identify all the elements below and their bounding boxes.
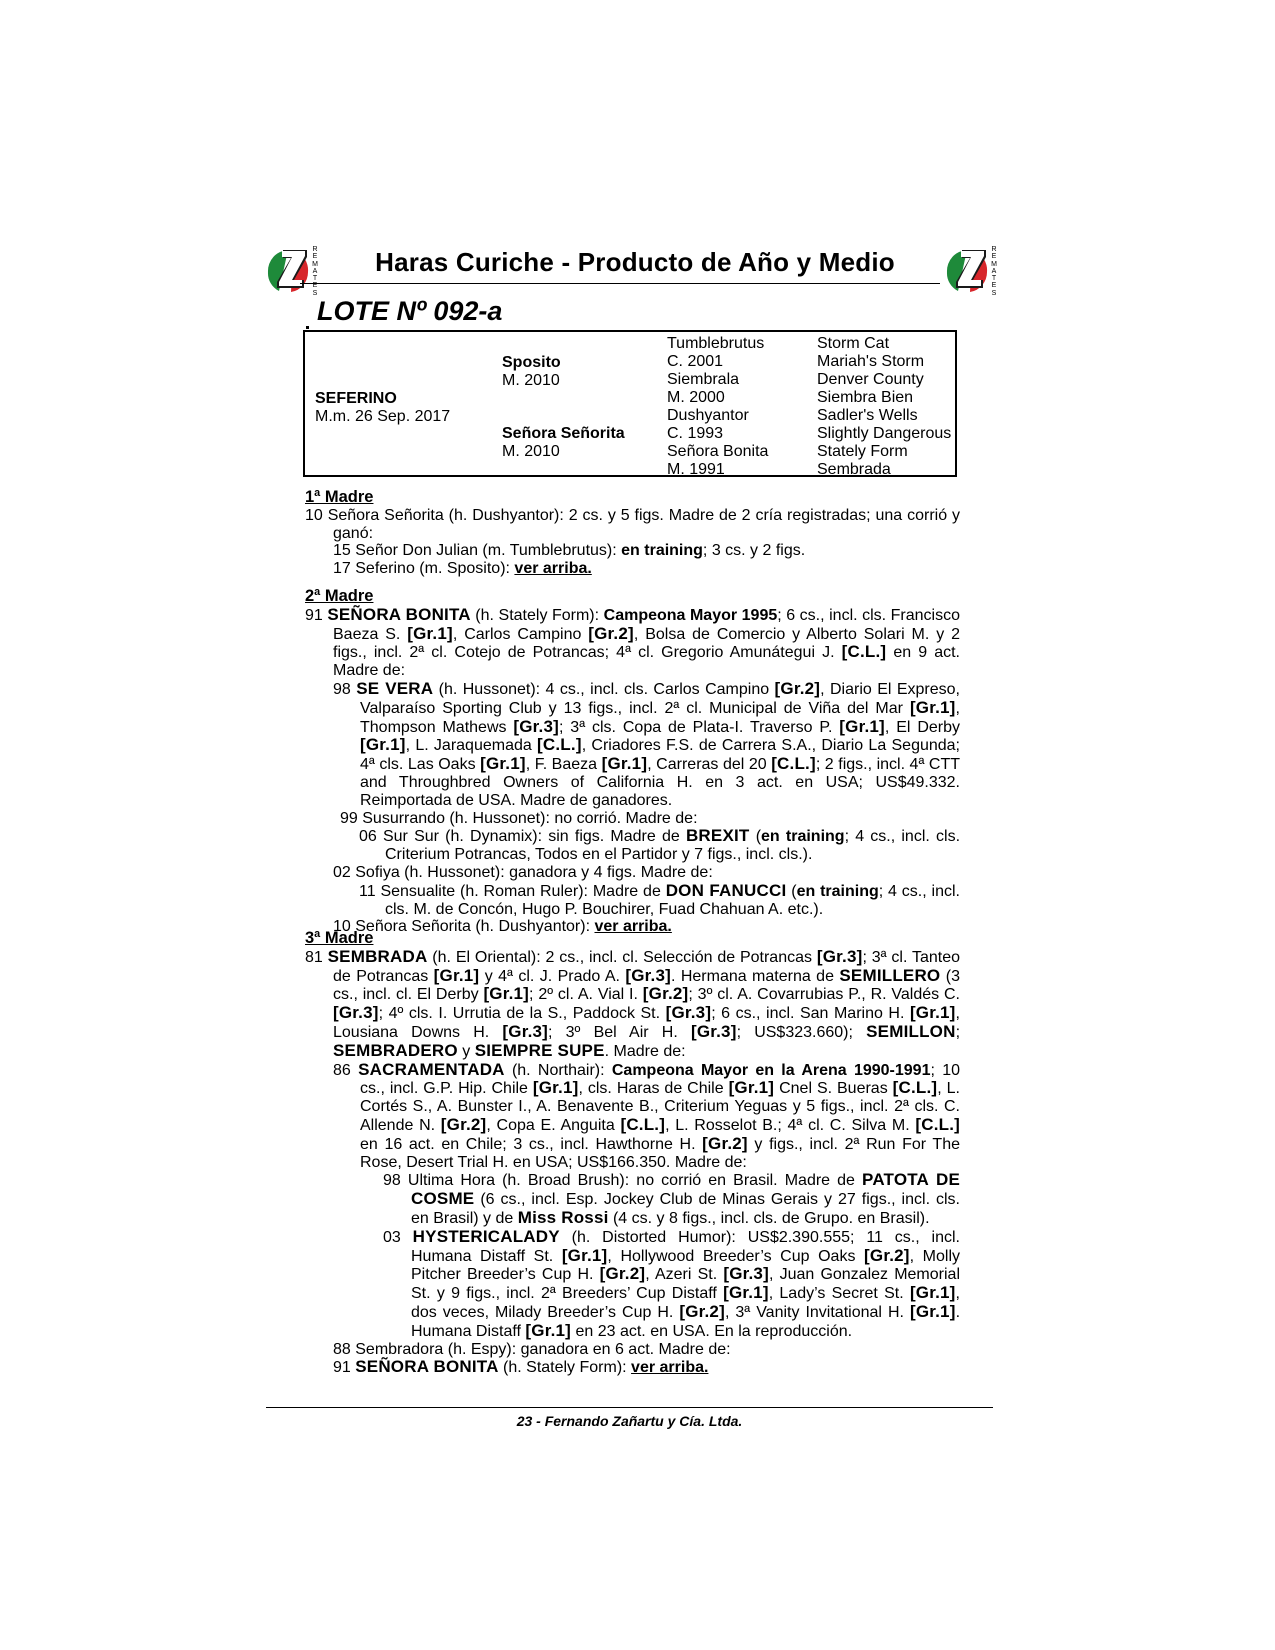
- section-third-dam: [305, 930, 960, 1377]
- page-footer: 23 - Fernando Zañartu y Cía. Ltda.: [516, 1413, 743, 1429]
- gen3-cell: Denver County: [817, 371, 924, 388]
- foal-entry: 91 SEÑORA BONITA (h. Stately Form): ver arriba.: [333, 1357, 709, 1377]
- gen2-cell: M. 1991: [667, 461, 725, 478]
- pedigree-table: [303, 330, 957, 477]
- section-title: 1ª Madre: [305, 488, 374, 506]
- dam-entry: 81 SEMBRADA (h. El Oriental): 2 cs., incl. cl. Selección de Potrancas [Gr.3]; 3ª cl. Tanteo de Potrancas [Gr.1] y 4ª cl. J. Prado A. [Gr.3]. Hermana materna de SEMILLERO (3 cs., incl. cl. El Derby [Gr.1]; 2º cl. A. Vial I. [Gr.2]; 3º cl. A. Covarrubias P., R. Valdés C. [Gr.3]; 4º cls. I. Urrutia de la S., Paddock St. [Gr.3]; 6 cs., incl. San Marino H. [Gr.1], Lousiana Downs H. [Gr.3]; 3º Bel Air H. [Gr.3]; US$323.660); SEMILLON; SEMBRADERO y SIEMPRE SUPE. Madre de:: [305, 946, 961, 1060]
- gen3-cell: Mariah's Storm: [817, 353, 925, 370]
- gen3-cell: Sembrada: [817, 461, 891, 478]
- logo-wordmark: R E M A T E S: [312, 246, 318, 297]
- sire-info: M. 2010: [502, 372, 560, 389]
- dam-info: M. 2010: [502, 443, 560, 460]
- gen2-cell: C. 1993: [667, 425, 724, 442]
- section-title: 3ª Madre: [305, 929, 374, 947]
- gen2-cell: C. 2001: [667, 353, 724, 370]
- gen3-cell: Siembra Bien: [817, 389, 914, 406]
- dam-name: Señora Señorita: [502, 425, 625, 442]
- grand-foal-entry: 03 HYSTERICALADY (h. Distorted Humor): US$2.390.555; 11 cs., incl. Humana Distaff St. [Gr.1], Hollywood Breeder’s Cup Oaks [Gr.2], Molly Pitcher Breeder’s Cup H. [Gr.2], Azeri St. [Gr.3], Juan Gonzalez Memorial St. y 9 figs., incl. 2ª Breeders’ Cup Distaff [Gr.1], Lady’s Secret St. [Gr.1], dos veces, Milady Breeder’s Cup H. [Gr.2], 3ª Vanity Invitational H. [Gr.1]. Humana Distaff [Gr.1] en 23 act. en USA. En la reproducción.: [383, 1226, 961, 1340]
- remates-logo-right: [946, 246, 1000, 296]
- foal-entry: 02 Sofiya (h. Hussonet): ganadora y 4 figs. Madre de:: [333, 863, 713, 881]
- foal-entry: 99 Susurrando (h. Hussonet): no corrió. Madre de:: [340, 809, 698, 827]
- gen2-cell: Señora Bonita: [667, 443, 769, 460]
- gen2-cell: M. 2000: [667, 389, 725, 406]
- section-title: 2ª Madre: [305, 587, 374, 605]
- section-first-dam: [305, 489, 960, 578]
- grand-foal-entry: 98 Ultima Hora (h. Broad Brush): no corrió en Brasil. Madre de PATOTA DE COSME (6 cs., incl. Esp. Jockey Club de Minas Gerais y 27 figs., incl. cls. en Brasil) y de Miss Rossi (4 cs. y 8 figs., incl. cls. de Grupo. en Brasil).: [383, 1170, 960, 1227]
- foal-entry: 86 SACRAMENTADA (h. Northair): Campeona Mayor en la Arena 1990-1991; 10 cs., incl. G.P. Hip. Chile [Gr.1], cls. Haras de Chile [Gr.1] Cnel S. Bueras [C.L.], L. Cortés S., A. Bunster I., A. Benavente B., Criterium Yeguas y 5 figs., incl. 2ª cls. C. Allende N. [Gr.2], Copa E. Anguita [C.L.], L. Rosselot B.; 4ª cl. C. Silva M. [C.L.] en 16 act. en Chile; 3 cs., incl. Hawthorne H. [Gr.2] y figs., incl. 2ª Run For The Rose, Desert Trial H. en USA; US$166.350. Madre de:: [333, 1059, 961, 1171]
- lote-marker: [306, 326, 309, 329]
- horse-name: SEFERINO: [315, 390, 397, 407]
- see-above-link[interactable]: ver arriba.: [631, 1359, 709, 1377]
- logo-emblem-icon: [267, 246, 309, 296]
- logo-emblem-icon: [946, 246, 988, 296]
- foal-entry: 17 Seferino (m. Sposito): ver arriba.: [333, 560, 592, 578]
- gen2-cell: Tumblebrutus: [667, 335, 765, 352]
- remates-logo-left: [267, 246, 321, 296]
- gen2-cell: Siembrala: [667, 371, 740, 388]
- foal-entry: 98 SE VERA (h. Hussonet): 4 cs., incl. cls. Carlos Campino [Gr.2], Diario El Expreso, Valparaíso Sporting Club y 13 figs., incl. 2ª cl. Municipal de Viña del Mar [Gr.1], Thompson Mathews [Gr.3]; 3ª cls. Copa de Plata-I. Traverso P. [Gr.1], El Derby [Gr.1], L. Jaraquemada [C.L.], Criadores F.S. de Carrera S.A., Diario La Segunda; 4ª cls. Las Oaks [Gr.1], F. Baeza [Gr.1], Carreras del 20 [C.L.]; 2 figs., incl. 4ª CTT and Throughbred Owners of California H. en 3 act. en USA; US$49.332. Reimportada de USA. Madre de ganadores.: [333, 678, 961, 809]
- dam-entry: 91 SEÑORA BONITA (h. Stately Form): Campeona Mayor 1995; 6 cs., incl. cls. Francisco Baeza S. [Gr.1], Carlos Campino [Gr.2], Bolsa de Comercio y Alberto Solari M. y 2 figs., incl. 2ª cl. Cotejo de Potrancas; 4ª cl. Gregorio Amunátegui J. [C.L.] en 9 act. Madre de:: [305, 604, 961, 680]
- gen2-cell: Dushyantor: [667, 407, 749, 424]
- foal-entry: 88 Sembradora (h. Espy): ganadora en 6 act. Madre de:: [333, 1340, 731, 1358]
- sire-name: Sposito: [502, 354, 561, 371]
- dam-entry: 10 Señora Señorita (h. Dushyantor): 2 cs. y 5 figs. Madre de 2 cría registradas; una corrió y ganó:: [305, 506, 960, 542]
- gen3-cell: Sadler's Wells: [817, 407, 918, 424]
- footer-divider: [266, 1407, 993, 1408]
- gen3-cell: Slightly Dangerous: [817, 425, 952, 442]
- section-second-dam: [305, 588, 960, 936]
- see-above-link[interactable]: ver arriba.: [594, 918, 672, 936]
- gen3-cell: Storm Cat: [817, 335, 890, 352]
- lot-number: LOTE Nº 092-a: [317, 296, 503, 326]
- header-divider: [300, 283, 940, 284]
- see-above-link[interactable]: ver arriba.: [514, 560, 592, 578]
- page-title: Haras Curiche - Producto de Año y Medio: [375, 247, 895, 277]
- grand-foal-entry: 06 Sur Sur (h. Dynamix): sin figs. Madre de BREXIT (en training; 4 cs., incl. cls. Criterium Potrancas, Todos en el Partidor y 7 figs., incl. cls.).: [359, 826, 961, 864]
- logo-wordmark: R E M A T E S: [991, 246, 997, 297]
- gen3-cell: Stately Form: [817, 443, 908, 460]
- grand-foal-entry: 11 Sensualite (h. Roman Ruler): Madre de DON FANUCCI (en training; 4 cs., incl. cls. M. de Concón, Hugo P. Bouchirer, Fuad Chahuan A. etc.).: [359, 880, 960, 918]
- foal-entry: 10 Señora Señorita (h. Dushyantor): ver arriba.: [333, 918, 672, 936]
- horse-info: M.m. 26 Sep. 2017: [315, 408, 451, 425]
- foal-entry: 15 Señor Don Julian (m. Tumblebrutus): en training; 3 cs. y 2 figs.: [333, 542, 806, 560]
